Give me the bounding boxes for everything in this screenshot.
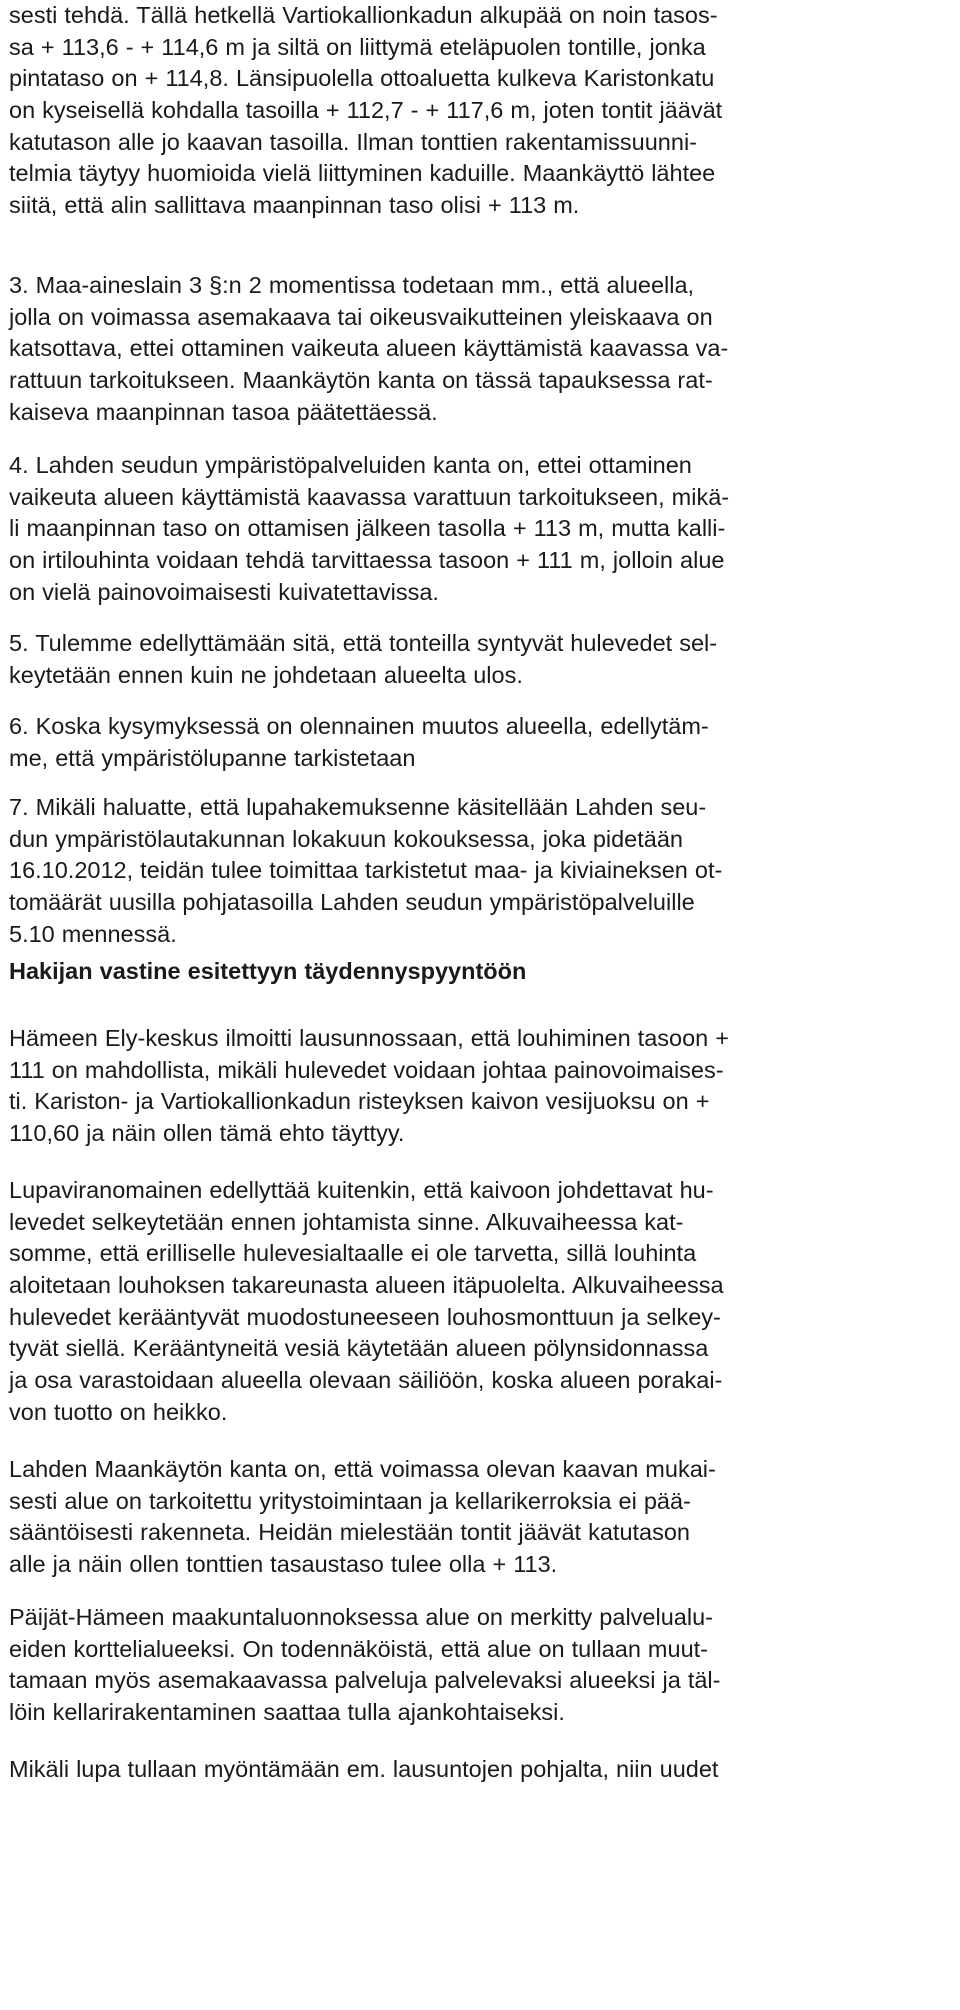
- text-line: löin kellarirakentaminen saattaa tulla ajankohtaiseksi.: [9, 1699, 565, 1726]
- text-line: katsottava, ettei ottaminen vaikeuta alueen käyttämistä kaavassa va-: [9, 335, 729, 362]
- text-line: dun ympäristölautakunnan lokakuun kokouksessa, joka pidetään: [9, 825, 683, 852]
- text-line: sääntöisesti rakenneta. Heidän mielestään tontit jäävät katutason: [9, 1519, 691, 1546]
- text-line: 7. Mikäli haluatte, että lupahakemuksenne käsitellään Lahden seu-: [9, 794, 707, 820]
- text-line: 3. Maa-aineslain 3 §:n 2 momentissa todetaan mm., että alueella,: [9, 272, 695, 298]
- text-line: Päijät-Hämeen maakuntaluonnoksessa alue on merkitty palvelualu-: [9, 1604, 713, 1630]
- text-line: on irtilouhinta voidaan tehdä tarvittaessa tasoon + 111 m, jolloin alue: [9, 547, 725, 574]
- text-line: von tuotto on heikko.: [9, 1398, 228, 1425]
- text-line: 4. Lahden seudun ympäristöpalveluiden kanta on, ettei ottaminen: [9, 452, 692, 478]
- text-line: sa + 113,6 - + 114,6 m ja siltä on liittymä eteläpuolen tontille, jonka: [9, 33, 706, 60]
- text-line: me, että ympäristölupanne tarkistetaan: [9, 744, 416, 771]
- text-line: ja osa varastoidaan alueella olevaan säiliöön, koska alueen porakai-: [9, 1367, 723, 1394]
- paragraph-ely-statement: [9, 1023, 959, 1150]
- paragraph-item-6: [9, 711, 959, 774]
- section-heading: Hakijan vastine esitettyyn täydennyspyyntöön: [9, 958, 527, 984]
- paragraph-item-3: [9, 270, 959, 428]
- text-line: sesti tehdä. Tällä hetkellä Vartiokallionkadun alkupää on noin tasos-: [9, 2, 718, 28]
- text-line: Hämeen Ely-keskus ilmoitti lausunnossaan, että louhiminen tasoon +: [9, 1025, 729, 1051]
- paragraph-item-5: [9, 628, 959, 691]
- text-line: levedet selkeytetään ennen johtamista sinne. Alkuvaiheessa kat-: [9, 1208, 684, 1235]
- text-line: Lupaviranomainen edellyttää kuitenkin, että kaivoon johdettavat hu-: [9, 1177, 714, 1203]
- text-line: 5. Tulemme edellyttämään sitä, että tonteilla syntyvät hulevedet sel-: [9, 630, 718, 656]
- paragraph-item-4: [9, 450, 959, 608]
- text-line: 111 on mahdollista, mikäli hulevedet voidaan johtaa painovoimaises-: [9, 1056, 724, 1083]
- text-line: alle ja näin ollen tonttien tasaustaso tulee olla + 113.: [9, 1551, 558, 1578]
- text-line: katutason alle jo kaavan tasoilla. Ilman tonttien rakentamissuunni-: [9, 128, 697, 155]
- text-line: tyvät siellä. Kerääntyneitä vesiä käytetään alueen pölynsidonnassa: [9, 1335, 709, 1362]
- text-line: vaikeuta alueen käyttämistä kaavassa varattuun tarkoitukseen, mikä-: [9, 483, 730, 510]
- text-line: 5.10 mennessä.: [9, 920, 177, 947]
- text-line: tomäärät uusilla pohjatasoilla Lahden seudun ympäristöpalveluille: [9, 889, 695, 916]
- text-line: telmia täytyy huomioida vielä liittyminen kaduille. Maankäyttö lähtee: [9, 160, 716, 187]
- paragraph-item-7: [9, 792, 959, 950]
- text-line: 6. Koska kysymyksessä on olennainen muutos alueella, edellytäm-: [9, 713, 709, 739]
- text-line: hulevedet kerääntyvät muodostuneeseen louhosmonttuun ja selkey-: [9, 1303, 721, 1330]
- text-line: on vielä painovoimaisesti kuivatettavissa.: [9, 578, 439, 605]
- text-line: siitä, että alin sallittava maanpinnan taso olisi + 113 m.: [9, 192, 580, 219]
- text-line: aloitetaan louhoksen takareunasta alueen itäpuolelta. Alkuvaiheessa: [9, 1272, 724, 1299]
- paragraph-regional-plan: [9, 1602, 959, 1729]
- paragraph-land-use-levels: [9, 0, 959, 222]
- text-line: jolla on voimassa asemakaava tai oikeusvaikutteinen yleiskaava on: [9, 303, 713, 330]
- text-line: tamaan myös asemakaavassa palveluja palvelevaksi alueeksi ja täl-: [9, 1667, 721, 1694]
- text-line: on kyseisellä kohdalla tasoilla + 112,7 - + 117,6 m, joten tontit jäävät: [9, 97, 723, 124]
- text-line: pintataso on + 114,8. Länsipuolella ottoaluetta kulkeva Karistonkatu: [9, 65, 715, 92]
- paragraph-authority-requirement: [9, 1175, 959, 1429]
- text-line: sesti alue on tarkoitettu yritystoimintaan ja kellarikerroksia ei pää-: [9, 1487, 691, 1514]
- text-line: rattuun tarkoitukseen. Maankäytön kanta on tässä tapauksessa rat-: [9, 367, 713, 394]
- text-line: ti. Kariston- ja Vartiokallionkadun risteyksen kaivon vesijuoksu on +: [9, 1088, 710, 1115]
- text-line: 16.10.2012, teidän tulee toimittaa tarkistetut maa- ja kiviaineksen ot-: [9, 857, 723, 884]
- paragraph-permit-conclusion: [9, 1754, 959, 1786]
- text-line: li maanpinnan taso on ottamisen jälkeen tasolla + 113 m, mutta kalli-: [9, 515, 726, 542]
- section-heading-block: [9, 954, 959, 988]
- text-line: somme, että erilliselle hulevesialtaalle ei ole tarvetta, sillä louhinta: [9, 1240, 697, 1267]
- text-line: 110,60 ja näin ollen tämä ehto täyttyy.: [9, 1120, 405, 1147]
- text-line: keytetään ennen kuin ne johdetaan alueelta ulos.: [9, 661, 523, 688]
- text-line: eiden korttelialueeksi. On todennäköistä, että alue on tullaan muut-: [9, 1635, 708, 1662]
- text-line: Mikäli lupa tullaan myöntämään em. lausuntojen pohjalta, niin uudet: [9, 1756, 719, 1782]
- text-line: Lahden Maankäytön kanta on, että voimassa olevan kaavan mukai-: [9, 1456, 716, 1482]
- paragraph-land-use-view: [9, 1454, 959, 1581]
- text-line: kaiseva maanpinnan tasoa päätettäessä.: [9, 398, 438, 425]
